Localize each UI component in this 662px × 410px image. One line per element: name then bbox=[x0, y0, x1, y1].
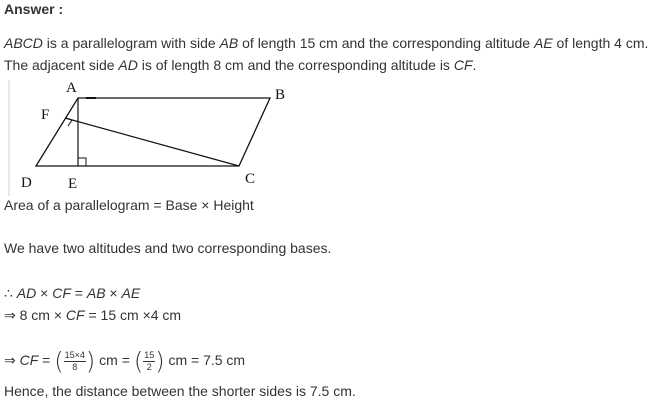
area-formula: Area of a parallelogram = Base × Height bbox=[4, 197, 254, 213]
label-a: A bbox=[66, 80, 77, 96]
equation-1: ∴ AD × CF = AB × AE bbox=[4, 285, 141, 301]
right-angle-e bbox=[78, 158, 86, 166]
equation-3: ⇒ CF = ( $\frac{15\times 4}{8}$ ) cm = ( $\frac{15}{2}$ ) cm = 7.5 cm bbox=[4, 347, 246, 376]
fraction-15-over-2: $\frac{15}{2}$ bbox=[144, 349, 155, 372]
label-d: D bbox=[21, 175, 32, 191]
altitude-cf bbox=[65, 118, 239, 166]
fraction-15x4-over-8: $\frac{15\times 4}{8}$ bbox=[64, 349, 85, 372]
intro-line-2: The adjacent side AD is of length 8 cm and the corresponding altitude is CF. bbox=[4, 57, 477, 73]
statement-text: We have two altitudes and two corresponding bases. bbox=[4, 240, 332, 256]
label-e: E bbox=[68, 176, 78, 192]
intro-line-1: ABCD is a parallelogram with side AB of length 15 cm and the corresponding altitude AE of length 4 cm. bbox=[4, 35, 649, 51]
equation-2: ⇒ 8 cm × CF = 15 cm ×4 cm bbox=[4, 307, 182, 323]
parallelogram-abcd bbox=[36, 98, 270, 166]
label-c: C bbox=[245, 171, 256, 187]
label-f: F bbox=[41, 107, 50, 123]
answer-heading: Answer : bbox=[4, 1, 64, 17]
label-b: B bbox=[275, 87, 286, 103]
right-angle-f bbox=[66, 118, 72, 126]
conclusion-text: Hence, the distance between the shorter sides is 7.5 cm. bbox=[4, 383, 356, 399]
